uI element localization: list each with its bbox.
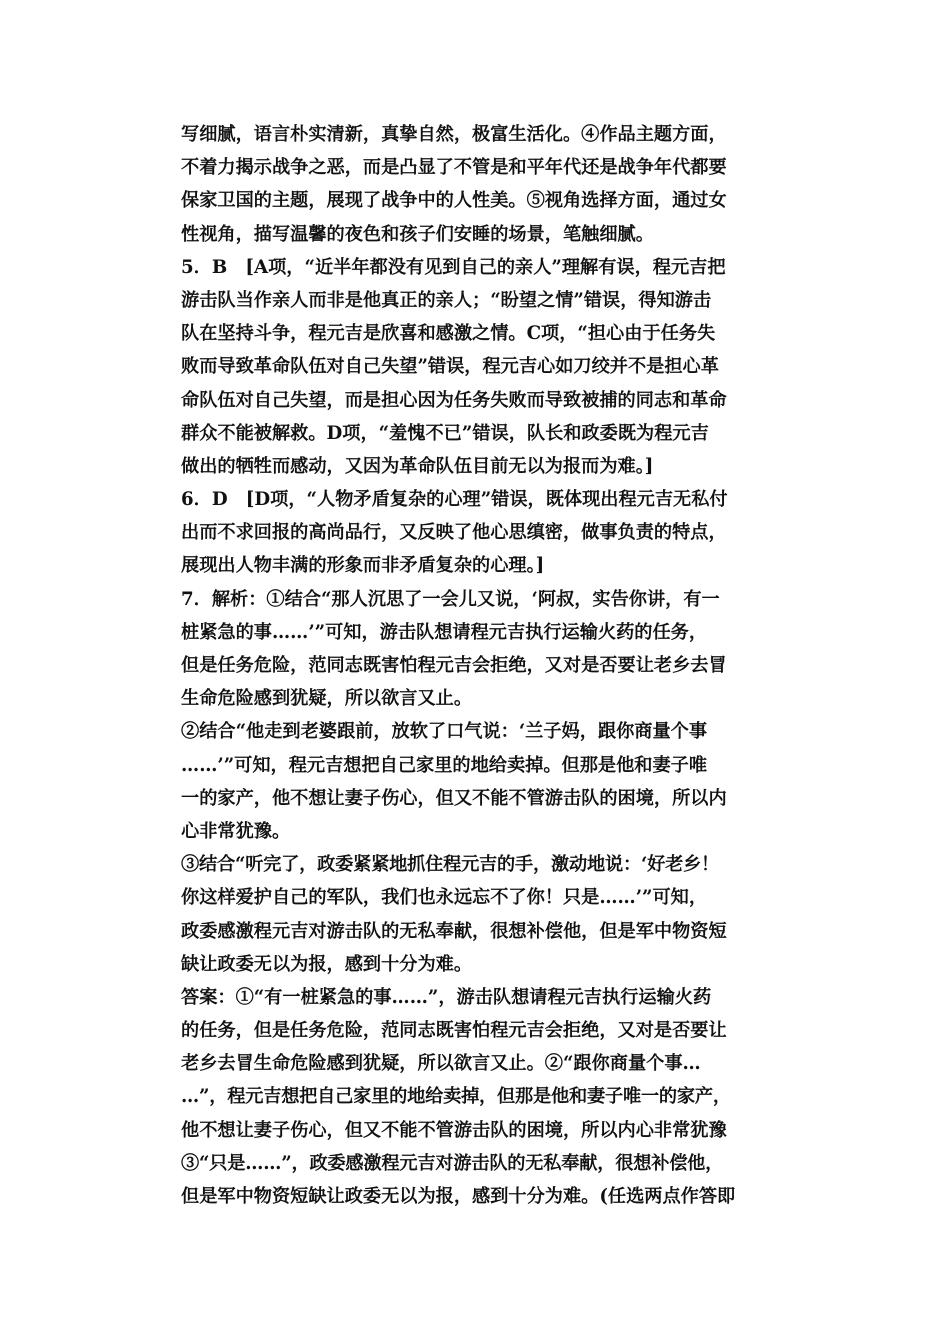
answer-7-analysis-line: 但是任务危险，范同志既害怕程元吉会拒绝，又对是否要让老乡去冒 [181, 655, 727, 676]
document-page [181, 118, 781, 1213]
answer-6-line: 出而不求回报的高尚品行，又反映了他心思缜密，做事负责的特点， [181, 522, 727, 544]
answer-7-key-line: ③“只是……”，政委感激程元吉对游击队的无私奉献，很想补偿他， [181, 1152, 724, 1174]
answer-5-line: 队在坚持斗争，程元吉是欣喜和感激之情。C项，“担心由于任务失 [181, 323, 716, 345]
answer-6-line: 6．D [D项，“人物矛盾复杂的心理”错误，既体现出程元吉无私付 [181, 489, 728, 511]
answer-7-key-line: 答案：①“有一桩紧急的事……”，游击队想请程元吉执行运输火药 [181, 986, 712, 1008]
answer-7-analysis-line: 7．解析：①结合“那人沉思了一会儿又说，‘阿叔，实告你讲，有一 [181, 588, 720, 610]
text-line: 性视角，描写温馨的夜色和孩子们安睡的场景，笔触细腻。 [181, 223, 654, 245]
answer-7-analysis-line: ……’”可知，程元吉想把自己家里的地给卖掉。但那是他和妻子唯 [181, 754, 708, 776]
answer-7-analysis-line: 你这样爱护自己的军队，我们也永远忘不了你！只是……’”可知， [181, 887, 708, 909]
answer-7-analysis-line: ③结合“听完了，政委紧紧地抓住程元吉的手，激动地说：‘好老乡！ [181, 854, 720, 876]
text-line: 不着力揭示战争之恶，而是凸显了不管是和平年代还是战争年代都要 [181, 157, 727, 179]
answer-5-line: 败而导致革命队伍对自己失望”错误，程元吉心如刀绞并不是担心革 [181, 356, 719, 378]
text-line: 写细腻，语言朴实清新，真挚自然，极富生活化。④作品主题方面， [181, 124, 727, 145]
answer-5-line: 命队伍对自己失望，而是担心因为任务失败而导致被捕的同志和革命 [181, 389, 727, 411]
answer-7-analysis-line: 政委感激程元吉对游击队的无私奉献，很想补偿他，但是军中物资短 [181, 920, 727, 942]
answer-7-analysis-line: 桩紧急的事……’”可知，游击队想请程元吉执行运输火药的任务， [181, 621, 708, 643]
answer-7-key-line: 老乡去冒生命危险感到犹疑，所以欲言又止。②“跟你商量个事… [181, 1053, 701, 1075]
answer-7-key-line: 的任务，但是任务危险，范同志既害怕程元吉会拒绝，又对是否要让 [181, 1020, 727, 1042]
answer-7-key-line: 但是军中物资短缺让政委无以为报，感到十分为难。(任选两点作答即 [181, 1186, 736, 1207]
answer-7-analysis-line: 生命危险感到犹疑，所以欲言又止。 [181, 688, 473, 710]
answer-7-key-line: 他不想让妻子伤心，但又不能不管游击队的困境，所以内心非常犹豫 [181, 1119, 727, 1141]
answer-5-line: 游击队当作亲人而非是他真正的亲人；“盼望之情”错误，得知游击 [181, 289, 712, 311]
answer-7-analysis-line: 一的家产，他不想让妻子伤心，但又不能不管游击队的困境，所以内 [181, 787, 727, 809]
answer-5-line: 群众不能被解救。D项，“羞愧不已”错误，队长和政委既为程元吉 [181, 422, 709, 444]
answer-7-analysis-line: 缺让政委无以为报，感到十分为难。 [181, 953, 473, 975]
answer-7-analysis-line: ②结合“他走到老婆跟前，放软了口气说：‘兰子妈，跟你商量个事 [181, 721, 708, 743]
text-line: 保家卫国的主题，展现了战争中的人性美。⑤视角选择方面，通过女 [181, 190, 727, 212]
answer-5-line: 做出的牺牲而感动，又因为革命队伍目前无以为报而为难。] [181, 455, 654, 477]
answer-7-analysis-line: 心非常犹豫。 [181, 820, 291, 842]
answer-6-line: 展现出人物丰满的形象而非矛盾复杂的心理。] [181, 555, 545, 577]
answer-5-line: 5．B [A项，“近半年都没有见到自己的亲人”理解有误，程元吉把 [181, 256, 726, 278]
answer-7-key-line: …”，程元吉想把自己家里的地给卖掉，但那是他和妻子唯一的家产， [181, 1086, 731, 1108]
